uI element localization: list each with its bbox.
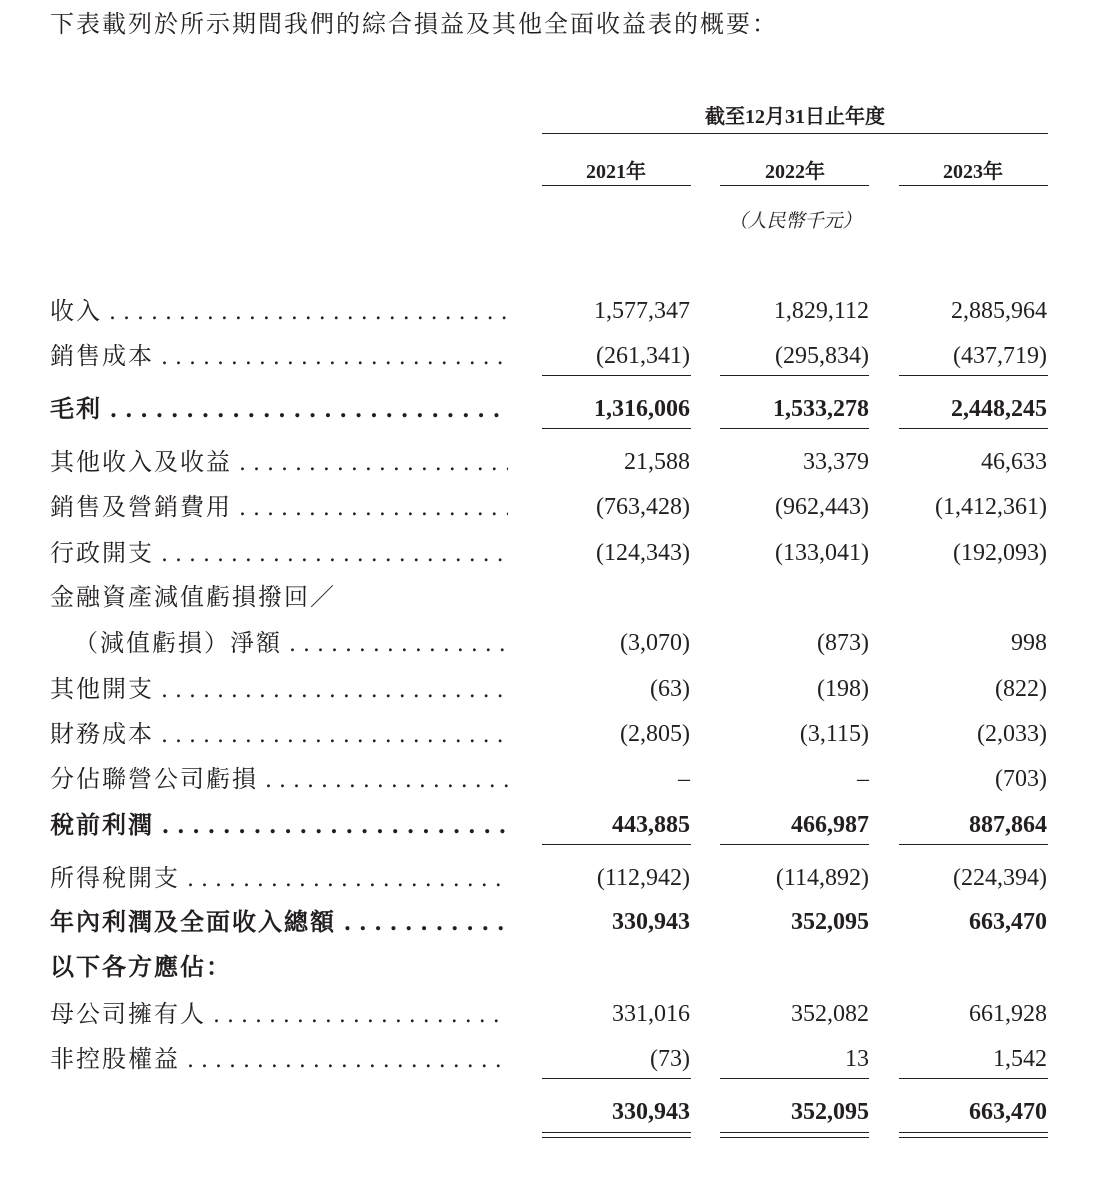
table-row-share-of-associate-loss [0,763,1110,795]
cell-2023: (192,093) [953,540,1047,566]
cell-2021: 330,943 [612,909,690,935]
cell-2023: 663,470 [969,1099,1047,1125]
cell-2023: 887,864 [969,812,1047,838]
cell-2022: 352,095 [791,909,869,935]
double-underline-top-2023 [899,1132,1048,1133]
subtotal-line-2021 [542,375,691,376]
cell-2021: (63) [650,676,690,702]
double-underline-bottom-2022 [720,1137,869,1138]
table-row-gross-profit [0,393,1110,425]
year-2021-underline [542,185,691,186]
cell-2022: 1,829,112 [773,298,869,324]
cell-2022: (133,041) [775,540,869,566]
row-label: 所得稅開支 . . . [50,862,508,894]
cell-2023: 2,448,245 [951,396,1047,422]
period-header: 截至12月31日止年度 [705,106,885,128]
row-label: 稅前利潤 . . . [50,809,508,841]
cell-2021: (73) [650,1046,690,1072]
cell-2021: (112,942) [596,865,690,891]
table-row-selling-expenses [0,491,1110,523]
row-label: 分佔聯營公司虧損 . . . [50,763,508,795]
cell-2021: 330,943 [612,1099,690,1125]
year-2021-header: 2021年 [586,161,646,183]
row-label: 非控股權益 . . . [50,1043,508,1075]
double-underline-bottom-2023 [899,1137,1048,1138]
row-label: 銷售成本 . . . [50,340,508,372]
cell-2022: (3,115) [799,721,869,747]
table-row-cost-of-sales [0,340,1110,372]
pbt-line-2021 [542,844,691,845]
row-label: 以下各方應佔： [50,952,232,981]
subtotal-line-2022 [720,375,869,376]
table-row-finance-costs [0,718,1110,750]
row-label: 銷售及營銷費用 . . . [50,491,508,523]
attributable-line-2021 [542,1078,691,1079]
cell-2021: (763,428) [596,494,690,520]
cell-2021: 331,016 [612,1001,690,1027]
cell-2021: 1,316,006 [594,396,690,422]
cell-2021: (2,805) [620,721,690,747]
gross-profit-line-2022 [720,428,869,429]
row-label: 年內利潤及全面收入總額 . . . [50,906,508,938]
cell-2022: (295,834) [775,343,869,369]
cell-2023: 1,542 [993,1046,1047,1072]
cell-2023: (822) [995,676,1047,702]
cell-2022: 33,379 [803,449,869,475]
pbt-line-2023 [899,844,1048,845]
cell-2023: (703) [995,766,1047,792]
year-2023-underline [899,185,1048,186]
gross-profit-line-2023 [899,428,1048,429]
table-row-other-expenses [0,673,1110,705]
table-row-impairment-net [0,627,1110,659]
unit-label: （人民幣千元） [728,210,862,232]
cell-2023: (224,394) [953,865,1047,891]
row-label: 金融資產減值虧損撥回／ [50,583,336,611]
table-row-non-controlling-interests [0,1043,1110,1075]
row-label: 財務成本 . . . [50,718,508,750]
table-row-other-income [0,446,1110,478]
table-row-admin-expenses [0,537,1110,569]
cell-2021: (261,341) [596,343,690,369]
row-label: 母公司擁有人 . . . [50,998,508,1030]
cell-2022: 352,082 [791,1001,869,1027]
cell-2022: 466,987 [791,812,869,838]
table-row-total-comprehensive-income [0,906,1110,938]
table-row-owners-of-parent [0,998,1110,1030]
cell-2021: (3,070) [620,630,690,656]
row-label: 行政開支 . . . [50,537,508,569]
row-label: 其他收入及收益 . . . [50,446,508,478]
cell-2023: 46,633 [981,449,1047,475]
row-label: 毛利 . . . [50,393,508,425]
subtotal-line-2023 [899,375,1048,376]
cell-2022: 13 [845,1046,869,1072]
attributable-line-2023 [899,1078,1048,1079]
cell-2022: (873) [817,630,869,656]
cell-2023: 998 [1011,630,1047,656]
cell-2023: (437,719) [953,343,1047,369]
table-row-impairment-heading [0,581,1110,613]
year-2022-underline [720,185,869,186]
gross-profit-line-2021 [542,428,691,429]
intro-text: 下表載列於所示期間我們的綜合損益及其他全面收益表的概要： [50,10,778,38]
table-row-attributable-heading [0,951,1110,983]
cell-2021: 21,588 [624,449,690,475]
cell-2022: (962,443) [775,494,869,520]
row-label: 收入 . . . [50,295,508,327]
cell-2022: (114,892) [775,865,869,891]
row-label: 其他開支 . . . [50,673,508,705]
cell-2023: (1,412,361) [935,494,1047,520]
table-row-income-tax [0,862,1110,894]
cell-2023: 661,928 [969,1001,1047,1027]
cell-2023: 663,470 [969,909,1047,935]
cell-2022: 352,095 [791,1099,869,1125]
year-2023-header: 2023年 [943,161,1003,183]
cell-2022: – [857,766,869,792]
period-underline [542,133,1048,134]
cell-2021: 1,577,347 [594,298,690,324]
pbt-line-2022 [720,844,869,845]
cell-2021: – [678,766,690,792]
cell-2021: 443,885 [612,812,690,838]
cell-2022: 1,533,278 [773,396,869,422]
table-row-attributable-total [0,1096,1110,1128]
row-label: （減值虧損）淨額 . . . [74,627,508,659]
cell-2021: (124,343) [596,540,690,566]
cell-2022: (198) [817,676,869,702]
cell-2023: (2,033) [977,721,1047,747]
attributable-line-2022 [720,1078,869,1079]
table-row-profit-before-tax [0,809,1110,841]
table-row-revenue [0,295,1110,327]
double-underline-top-2022 [720,1132,869,1133]
year-2022-header: 2022年 [765,161,825,183]
cell-2023: 2,885,964 [951,298,1047,324]
double-underline-bottom-2021 [542,1137,691,1138]
double-underline-top-2021 [542,1132,691,1133]
